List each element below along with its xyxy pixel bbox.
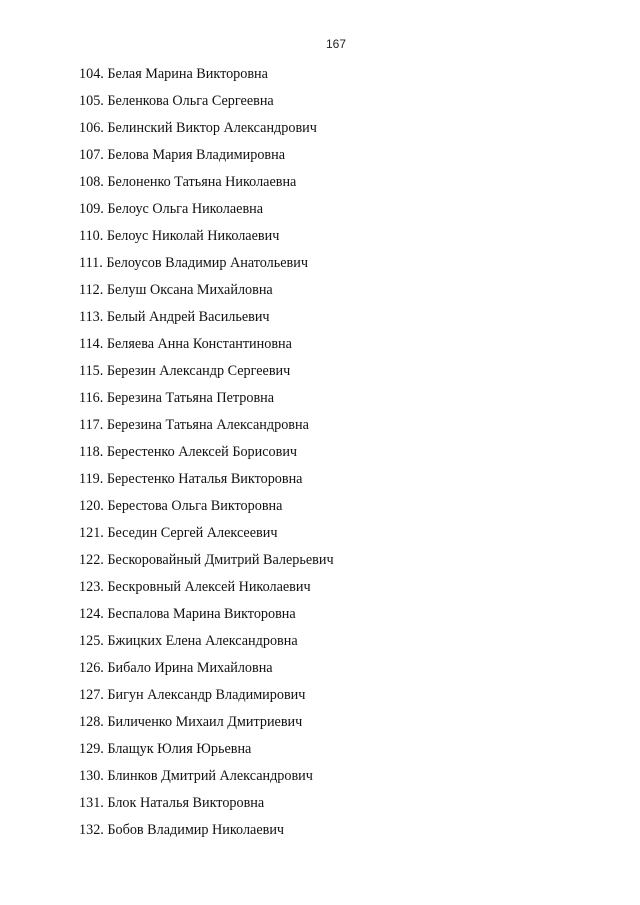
item-number: 128. xyxy=(79,714,104,730)
item-number: 108. xyxy=(79,174,104,190)
person-name: Белинский Виктор Александрович xyxy=(107,120,317,136)
list-item xyxy=(79,65,334,92)
list-item xyxy=(79,173,334,200)
list-item xyxy=(79,443,334,470)
item-number: 114. xyxy=(79,336,104,352)
name-list xyxy=(79,65,334,848)
item-number: 116. xyxy=(79,390,104,406)
list-item xyxy=(79,470,334,497)
list-item xyxy=(79,740,334,767)
list-item xyxy=(79,551,334,578)
list-item xyxy=(79,200,334,227)
person-name: Беляева Анна Константиновна xyxy=(106,336,292,352)
list-item xyxy=(79,632,334,659)
item-number: 105. xyxy=(79,93,104,109)
item-number: 130. xyxy=(79,768,104,784)
item-number: 124. xyxy=(79,606,104,622)
page-number: 167 xyxy=(325,37,347,51)
item-number: 131. xyxy=(79,795,104,811)
item-number: 125. xyxy=(79,633,104,649)
list-item xyxy=(79,713,334,740)
item-number: 112. xyxy=(79,282,104,298)
person-name: Беленкова Ольга Сергеевна xyxy=(107,93,274,109)
item-number: 107. xyxy=(79,147,104,163)
list-item xyxy=(79,416,334,443)
list-item xyxy=(79,686,334,713)
item-number: 126. xyxy=(79,660,104,676)
list-item xyxy=(79,281,334,308)
item-number: 132. xyxy=(79,822,104,838)
person-name: Белоус Ольга Николаевна xyxy=(107,201,264,217)
item-number: 118. xyxy=(79,444,104,460)
person-name: Белый Андрей Васильевич xyxy=(106,309,270,325)
item-number: 106. xyxy=(79,120,104,136)
list-item xyxy=(79,794,334,821)
item-number: 115. xyxy=(79,363,104,379)
person-name: Березина Татьяна Петровна xyxy=(106,390,275,406)
list-item xyxy=(79,605,334,632)
person-name: Бобов Владимир Николаевич xyxy=(107,822,285,838)
person-name: Бескровный Алексей Николаевич xyxy=(107,579,311,595)
list-item xyxy=(79,308,334,335)
list-item xyxy=(79,146,334,173)
person-name: Белоненко Татьяна Николаевна xyxy=(107,174,297,190)
item-number: 110. xyxy=(79,228,104,244)
item-number: 129. xyxy=(79,741,104,757)
list-item xyxy=(79,659,334,686)
person-name: Блинков Дмитрий Александрович xyxy=(107,768,313,784)
person-name: Бибало Ирина Михайловна xyxy=(107,660,273,676)
person-name: Беспалова Марина Викторовна xyxy=(107,606,296,622)
person-name: Белоус Николай Николаевич xyxy=(106,228,280,244)
list-item xyxy=(79,254,334,281)
item-number: 121. xyxy=(79,525,104,541)
list-item xyxy=(79,578,334,605)
list-item xyxy=(79,497,334,524)
list-item xyxy=(79,227,334,254)
item-number: 127. xyxy=(79,687,104,703)
person-name: Берестова Ольга Викторовна xyxy=(107,498,283,514)
item-number: 104. xyxy=(79,66,104,82)
item-number: 120. xyxy=(79,498,104,514)
person-name: Бескоровайный Дмитрий Валерьевич xyxy=(107,552,334,568)
list-item xyxy=(79,335,334,362)
person-name: Белова Мария Владимировна xyxy=(107,147,286,163)
item-number: 119. xyxy=(79,471,104,487)
person-name: Белуш Оксана Михайловна xyxy=(106,282,273,298)
person-name: Березин Александр Сергеевич xyxy=(106,363,291,379)
person-name: Березина Татьяна Александровна xyxy=(106,417,309,433)
person-name: Берестенко Алексей Борисович xyxy=(106,444,298,460)
item-number: 111. xyxy=(79,255,103,271)
list-item xyxy=(79,767,334,794)
person-name: Блок Наталья Викторовна xyxy=(107,795,265,811)
person-name: Берестенко Наталья Викторовна xyxy=(106,471,303,487)
person-name: Биличенко Михаил Дмитриевич xyxy=(107,714,303,730)
item-number: 113. xyxy=(79,309,104,325)
list-item xyxy=(79,524,334,551)
person-name: Блащук Юлия Юрьевна xyxy=(107,741,252,757)
item-number: 122. xyxy=(79,552,104,568)
item-number: 123. xyxy=(79,579,104,595)
person-name: Белоусов Владимир Анатольевич xyxy=(106,255,308,271)
person-name: Белая Марина Викторовна xyxy=(107,66,268,82)
person-name: Беседин Сергей Алексеевич xyxy=(107,525,278,541)
person-name: Бжицких Елена Александровна xyxy=(107,633,298,649)
item-number: 117. xyxy=(79,417,104,433)
list-item xyxy=(79,92,334,119)
item-number: 109. xyxy=(79,201,104,217)
list-item xyxy=(79,362,334,389)
list-item xyxy=(79,821,334,848)
person-name: Бигун Александр Владимирович xyxy=(107,687,306,703)
list-item xyxy=(79,389,334,416)
list-item xyxy=(79,119,334,146)
